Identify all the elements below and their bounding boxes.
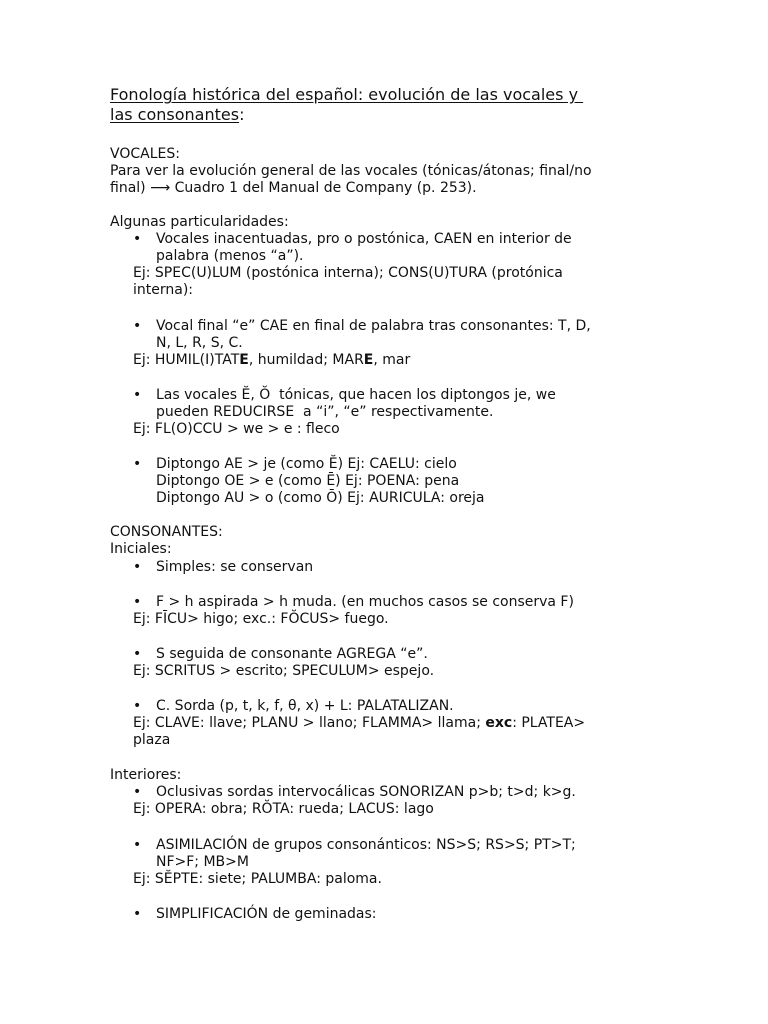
- vocales-item2-line2: N, L, R, S, C.: [156, 335, 243, 351]
- consonantes-item4-example-2: plaza: [133, 732, 171, 748]
- vocales-item1-example-1: Ej: SPEC(U)LUM (postónica interna); CONS(U)TURA (protónica: [133, 265, 563, 281]
- ex-part-e: , mar: [373, 352, 411, 368]
- doc-title-underlined: las consonantes: [110, 105, 240, 124]
- bullet-v4: •: [133, 456, 142, 472]
- vocales-item3-example: Ej: FL(O)CCU > we > e : fleco: [133, 421, 340, 437]
- consonantes-item3: S seguida de consonante AGREGA “e”.: [156, 646, 428, 662]
- consonantes-item3-example: Ej: SCRITUS > escrito; SPECULUM> espejo.: [133, 663, 435, 679]
- consonantes-item2: F > h aspirada > h muda. (en muchos casos se conserva F): [156, 594, 574, 610]
- bullet-v3: •: [133, 387, 142, 403]
- vocales-item4-line1: Diptongo AE > je (como Ĕ) Ej: CAELU: cielo: [156, 456, 457, 472]
- bullet-c1: •: [133, 559, 142, 575]
- doc-title-colon: :: [239, 105, 245, 124]
- bullet-v2: •: [133, 318, 142, 334]
- vocales-item4-line3: Diptongo AU > o (como Ō) Ej: AURICULA: oreja: [156, 490, 485, 506]
- bullet-c4: •: [133, 698, 142, 714]
- doc-title-line1: Fonología histórica del español: evolución de las vocales y: [110, 85, 584, 104]
- ex-part-a: Ej: HUMIL(I)TAT: [133, 352, 240, 368]
- consonantes-item4: C. Sorda (p, t, k, f, θ, x) + L: PALATALIZAN.: [156, 698, 454, 714]
- vocales-item1-line2: palabra (menos “a”).: [156, 248, 304, 264]
- c4-ex-part-a: Ej: CLAVE: llave; PLANU > llano; FLAMMA> llama;: [133, 715, 486, 731]
- interiores-item3: SIMPLIFICACIÓN de geminadas:: [156, 906, 377, 922]
- vocales-intro-2: final) ⟶ Cuadro 1 del Manual de Company (p. 253).: [110, 180, 477, 196]
- interiores-item1-example: Ej: OPERA: obra; RŎTA: rueda; LACUS: lago: [133, 801, 434, 817]
- interiores-heading: Interiores:: [110, 767, 182, 783]
- vocales-item2-example: [133, 352, 410, 369]
- consonantes-heading: CONSONANTES:: [110, 524, 223, 540]
- interiores-item2-line1: ASIMILACIÓN de grupos consonánticos: NS>S; RS>S; PT>T;: [156, 837, 576, 853]
- consonantes-item1: Simples: se conservan: [156, 559, 314, 575]
- vocales-item3-line1: Las vocales Ĕ, Ŏ tónicas, que hacen los diptongos je, we: [156, 387, 556, 403]
- bullet-v1: •: [133, 231, 142, 247]
- bullet-c3: •: [133, 646, 142, 662]
- iniciales-heading: Iniciales:: [110, 541, 172, 557]
- ex-bold-e2: E: [363, 352, 374, 368]
- vocales-item3-line2: pueden REDUCIRSE a “i”, “e” respectivamente.: [156, 404, 494, 420]
- particularidades-heading: Algunas particularidades:: [110, 214, 289, 230]
- consonantes-item2-example: Ej: FĪCU> higo; exc.: FŎCUS> fuego.: [133, 611, 389, 627]
- interiores-item2-example: Ej: SĔPTE: siete; PALUMBA: paloma.: [133, 871, 382, 887]
- interiores-item2-line2: NF>F; MB>M: [156, 854, 249, 870]
- vocales-heading: VOCALES:: [110, 146, 180, 162]
- doc-title-line2: [110, 106, 244, 123]
- interiores-item1: Oclusivas sordas intervocálicas SONORIZAN p>b; t>d; k>g.: [156, 784, 576, 800]
- ex-part-c: , humildad; MAR: [248, 352, 364, 368]
- ex-bold-e1: E: [239, 352, 249, 368]
- vocales-item1-line1: Vocales inacentuadas, pro o postónica, CAEN en interior de: [156, 231, 572, 247]
- vocales-item1-example-2: interna):: [133, 282, 194, 298]
- vocales-intro-1: Para ver la evolución general de las vocales (tónicas/átonas; final/no: [110, 163, 592, 179]
- vocales-item4-line2: Diptongo OE > e (como Ē) Ej: POENA: pena: [156, 473, 460, 489]
- bullet-i1: •: [133, 784, 142, 800]
- consonantes-item4-example: [133, 715, 585, 732]
- bullet-i3: •: [133, 906, 142, 922]
- bullet-i2: •: [133, 837, 142, 853]
- c4-ex-bold-exc: exc: [485, 715, 513, 731]
- c4-ex-part-c: : PLATEA>: [512, 715, 586, 731]
- vocales-item2-line1: Vocal final “e” CAE en final de palabra tras consonantes: T, D,: [156, 318, 591, 334]
- bullet-c2: •: [133, 594, 142, 610]
